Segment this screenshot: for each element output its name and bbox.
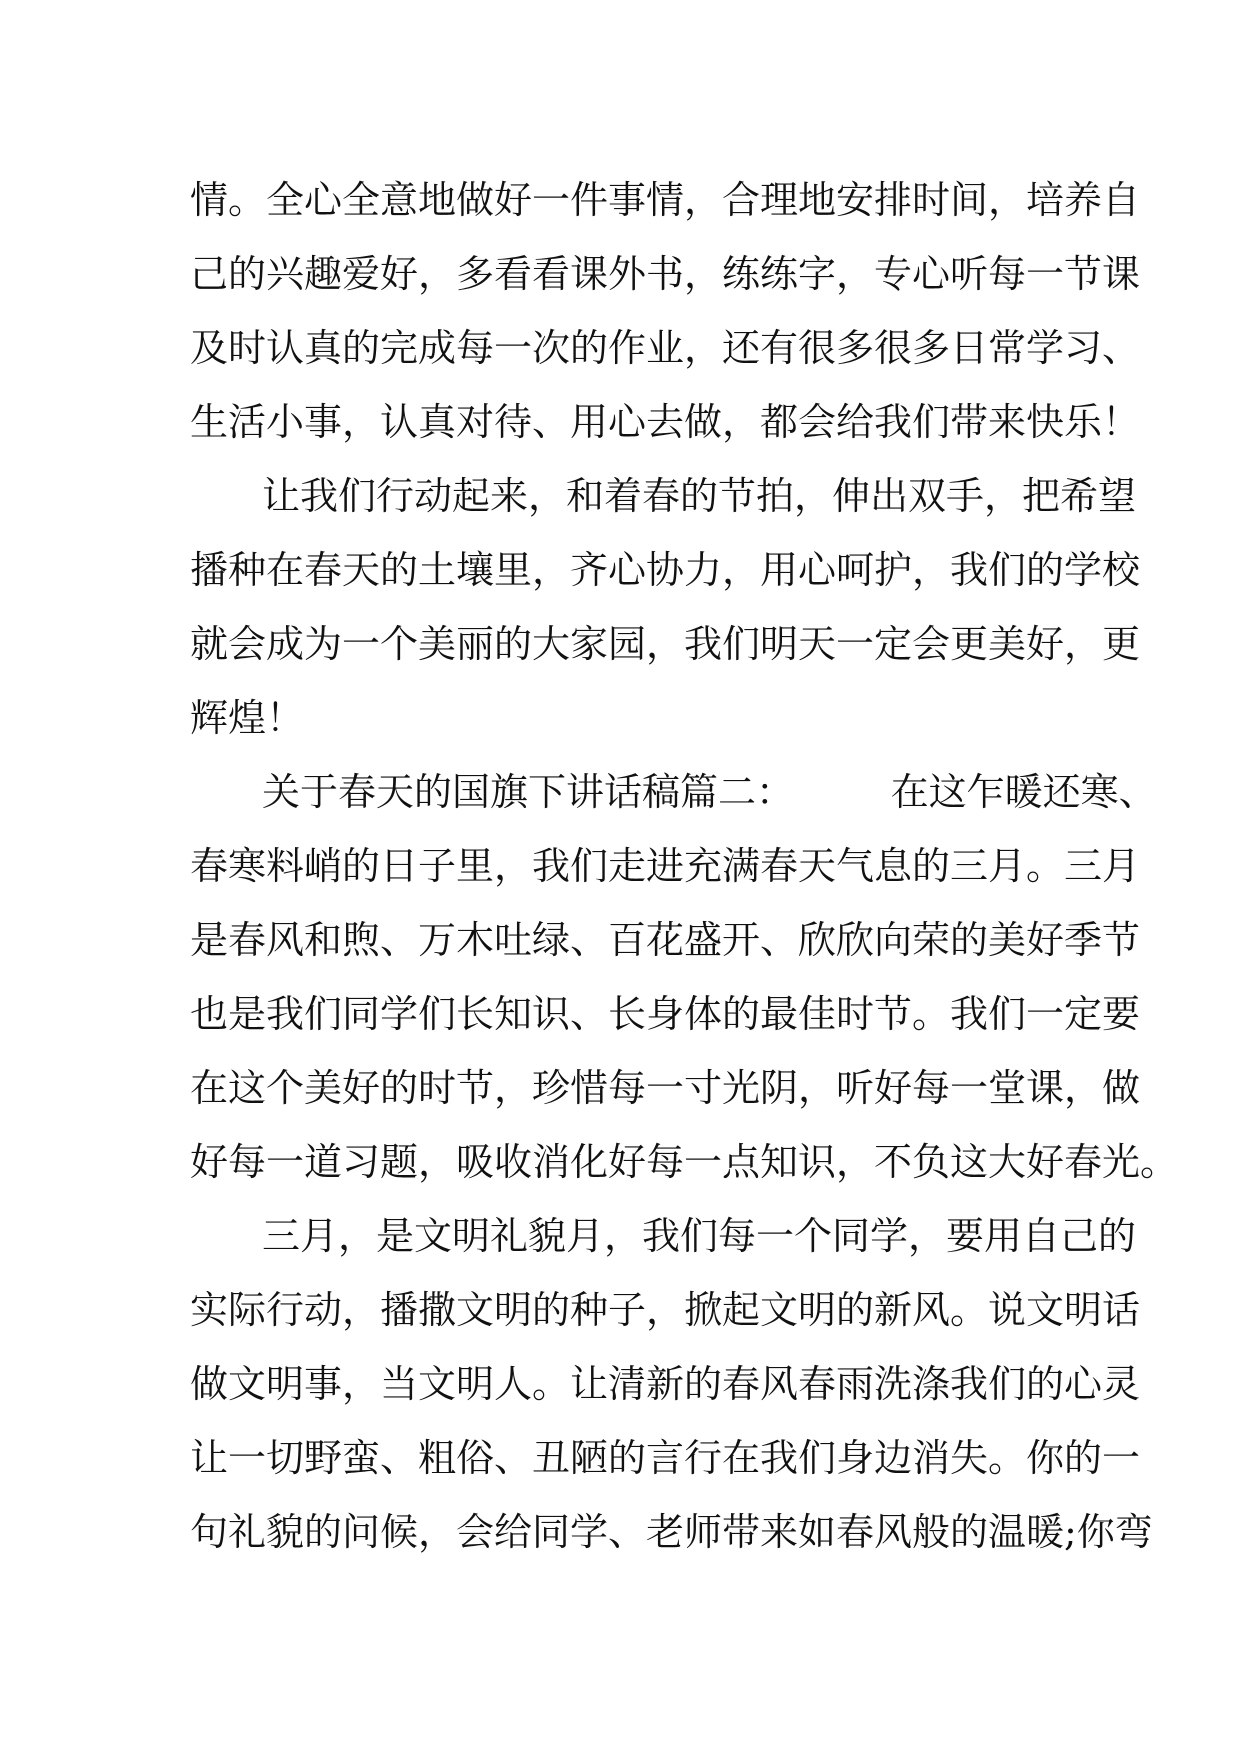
text-line: 让一切野蛮、粗俗、丑陋的言行在我们身边消失。你的一	[190, 1436, 1141, 1480]
text-line: 做文明事，当文明人。让清新的春风春雨洗涤我们的心灵	[190, 1362, 1141, 1406]
text-line: 生活小事，认真对待、用心去做，都会给我们带来快乐！	[190, 400, 1141, 444]
text-line: 好每一道习题，吸收消化好每一点知识，不负这大好春光。	[190, 1140, 1179, 1184]
section-heading-line: 关于春天的国旗下讲话稿篇二： 在这乍暖还寒、	[262, 770, 1157, 814]
text-line: 及时认真的完成每一次的作业，还有很多很多日常学习、	[190, 326, 1141, 370]
text-line: 实际行动，播撒文明的种子，掀起文明的新风。说文明话	[190, 1288, 1141, 1332]
text-line: 己的兴趣爱好，多看看课外书，练练字，专心听每一节课	[190, 252, 1141, 296]
text-line: 也是我们同学们长知识、长身体的最佳时节。我们一定要	[190, 992, 1141, 1036]
text-line: 让我们行动起来，和着春的节拍，伸出双手，把希望	[262, 474, 1137, 518]
text-line: 春寒料峭的日子里，我们走进充满春天气息的三月。三月	[190, 844, 1141, 888]
text-line: 辉煌！	[190, 696, 305, 740]
text-line: 播种在春天的土壤里，齐心协力，用心呵护，我们的学校	[190, 548, 1141, 592]
text-line: 是春风和煦、万木吐绿、百花盛开、欣欣向荣的美好季节	[190, 918, 1141, 962]
text-line: 情。全心全意地做好一件事情，合理地安排时间，培养自	[190, 178, 1141, 222]
text-line: 三月，是文明礼貌月，我们每一个同学，要用自己的	[262, 1214, 1137, 1258]
text-line: 就会成为一个美丽的大家园，我们明天一定会更美好，更	[190, 622, 1141, 666]
text-line: 句礼貌的问候，会给同学、老师带来如春风般的温暖;你弯	[190, 1510, 1153, 1554]
text-line: 在这个美好的时节，珍惜每一寸光阴，听好每一堂课，做	[190, 1066, 1141, 1110]
